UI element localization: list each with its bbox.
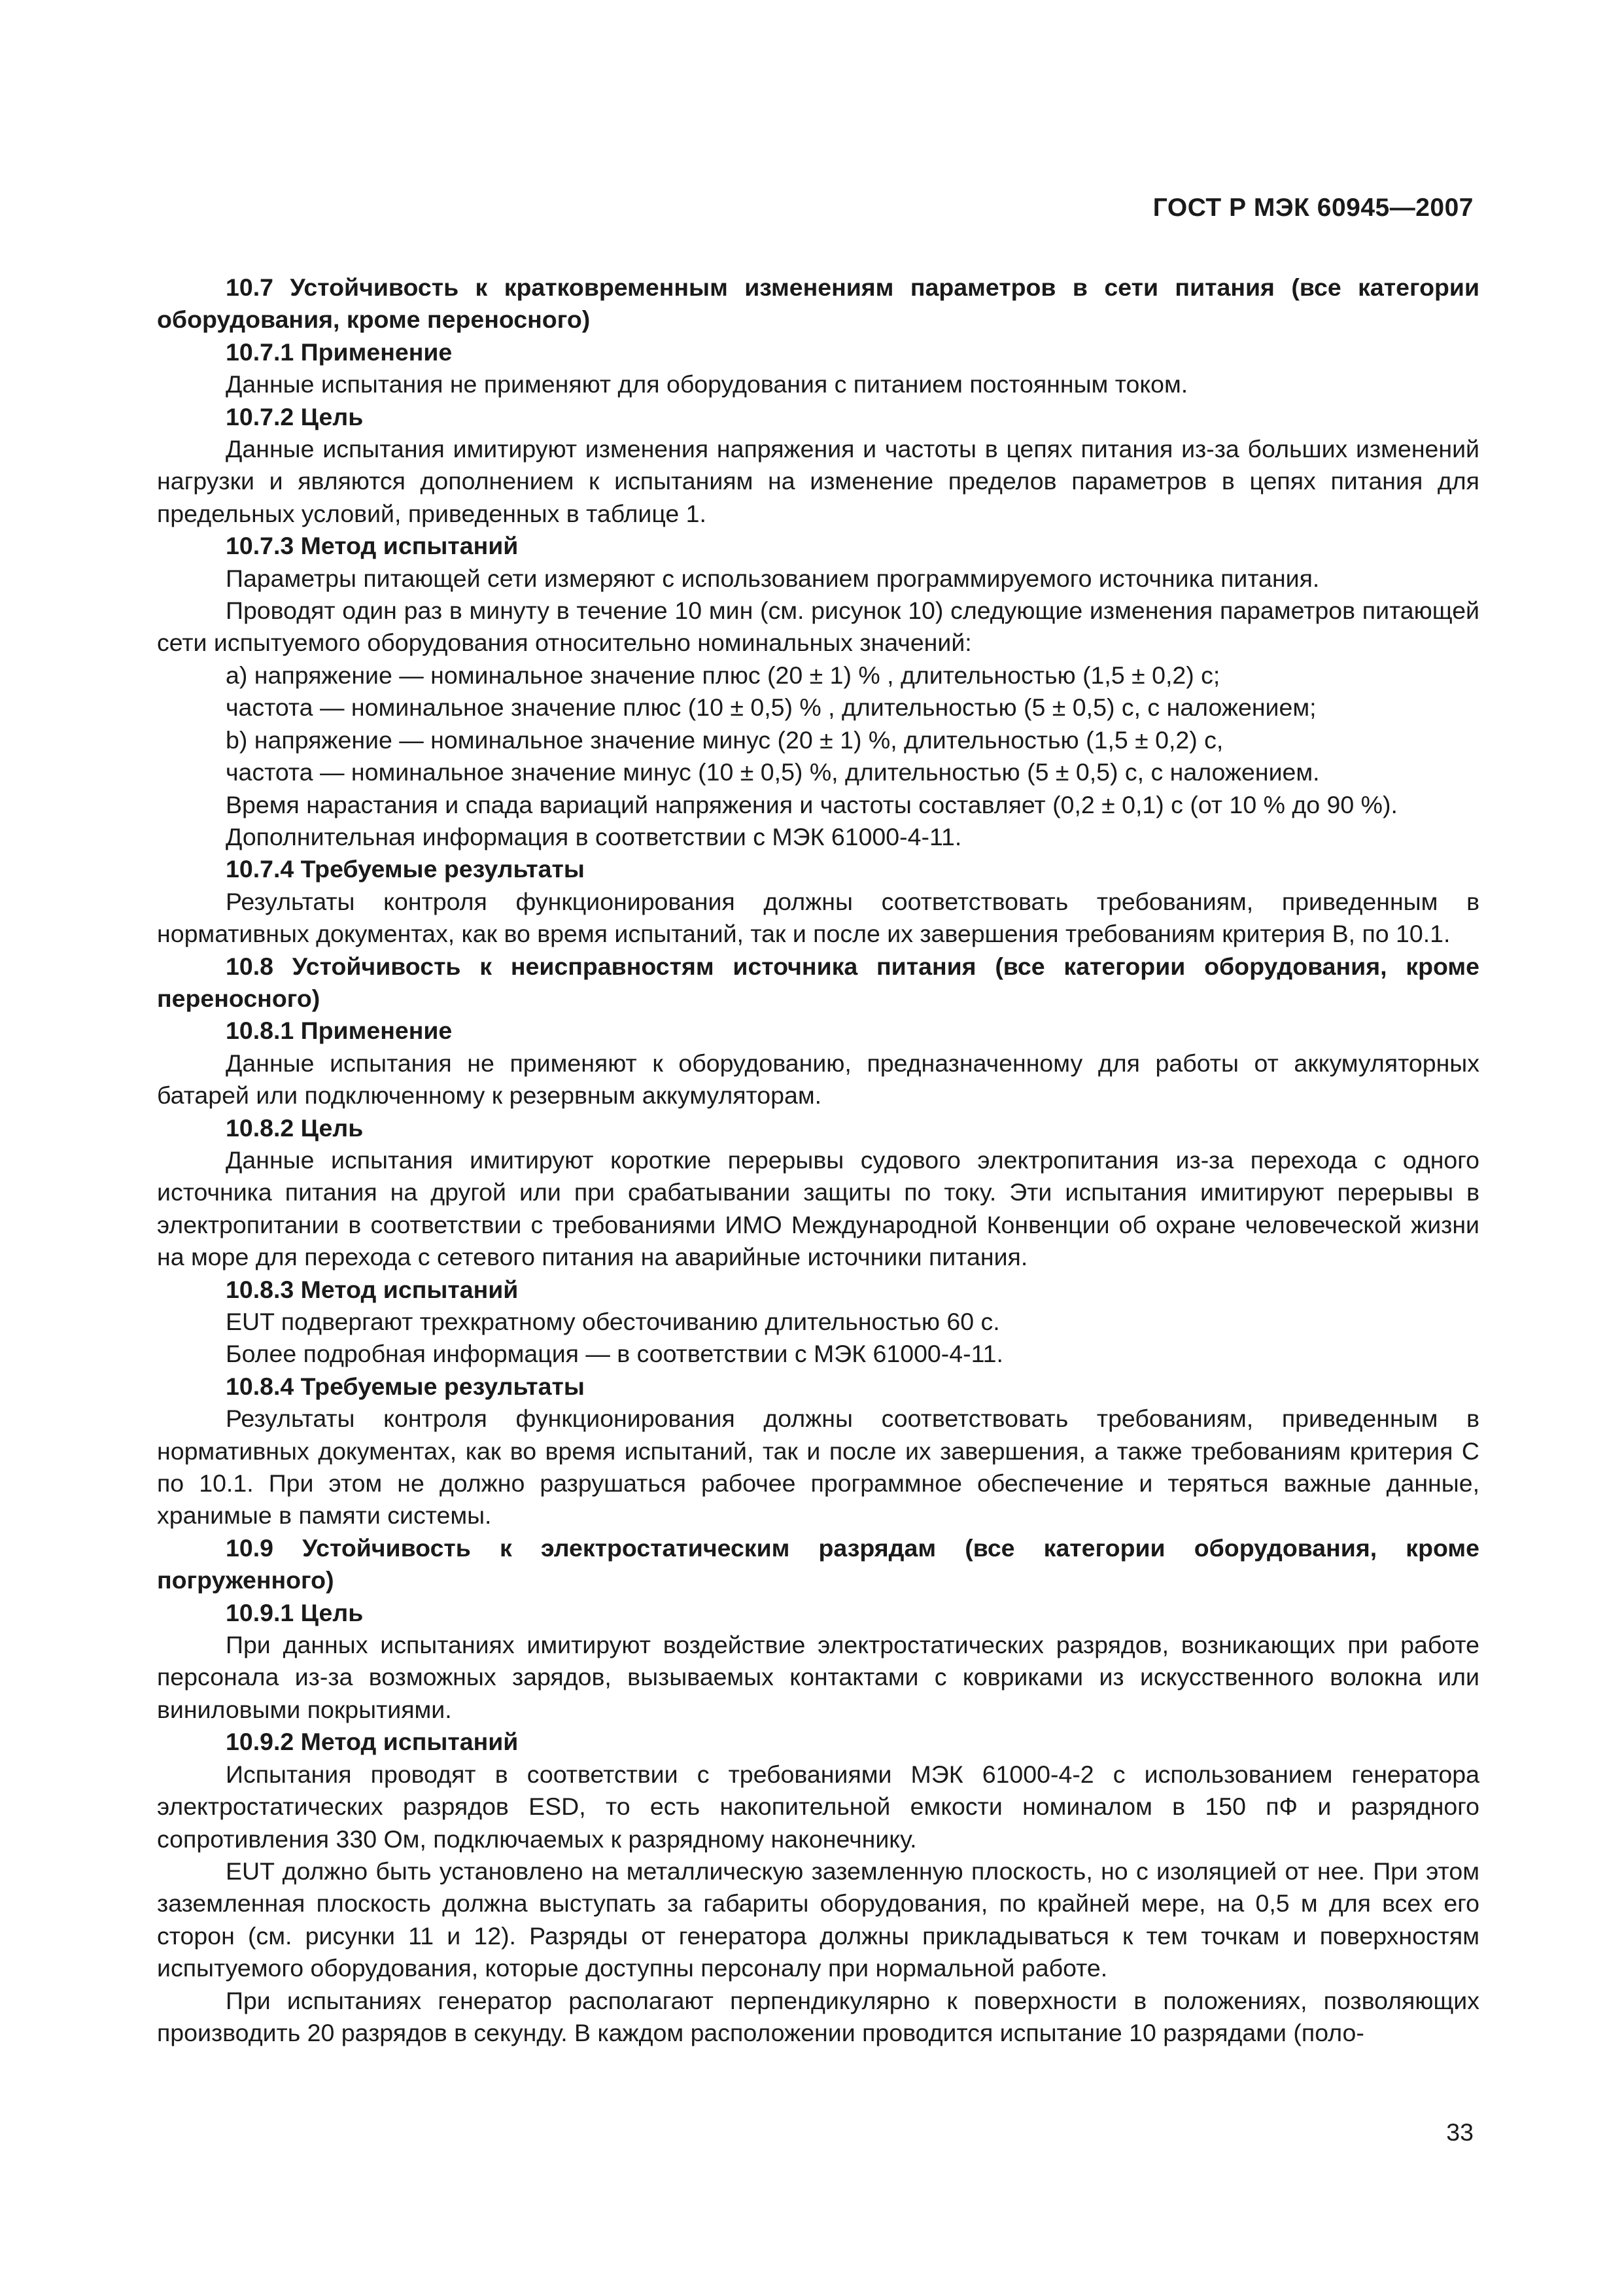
list-item-b-voltage: b) напряжение — номинальное значение минус (20 ± 1) %, длительностью (1,5 ± 0,2) с, xyxy=(226,726,1224,754)
section-heading-10-9-1: 10.9.1 Цель xyxy=(226,1598,364,1626)
section-heading-10-7: 10.7 Устойчивость к кратковременным изменениям параметров в сети питания (все категории оборудования, кроме переносного) xyxy=(157,273,1479,334)
section-heading-10-9-2: 10.9.2 Метод испытаний xyxy=(226,1728,519,1756)
section-heading-10-8-2: 10.8.2 Цель xyxy=(226,1113,364,1142)
body-paragraph: Дополнительная информация в соответствии с МЭК 61000-4-11. xyxy=(226,822,962,850)
body-paragraph: Данные испытания не применяют для оборудования с питанием постоянным током. xyxy=(226,370,1188,398)
section-heading-10-8-1: 10.8.1 Применение xyxy=(226,1017,453,1045)
body-paragraph: Время нарастания и спада вариаций напряжения и частоты составляет (0,2 ± 0,1) с (от 10 % до 90 %). xyxy=(226,790,1398,818)
body-paragraph: Испытания проводят в соответствии с требованиями МЭК 61000-4-2 с использованием генератора электростатических разрядов ESD, то есть накопительной емкости номиналом в 150 пФ и разрядного сопротивления 330 Ом, подключаемых к разрядному наконечнику. xyxy=(157,1760,1479,1853)
section-heading-10-8-3: 10.8.3 Метод испытаний xyxy=(226,1275,519,1303)
body-paragraph: Более подробная информация — в соответствии с МЭК 61000-4-11. xyxy=(226,1340,1003,1368)
list-item-a-frequency: частота — номинальное значение плюс (10 ± 0,5) % , длительностью (5 ± 0,5) с, с наложением; xyxy=(226,693,1317,722)
body-paragraph: При данных испытаниях имитируют воздействие электростатических разрядов, возникающих при работе персонала из-за возможных зарядов, вызываемых контактами с ковриками из искусственного волокна или виниловыми покрытиями. xyxy=(157,1631,1479,1723)
body-paragraph: Результаты контроля функционирования должны соответствовать требованиям, приведенным в нормативных документах, как во время испытаний, так и после их завершения, а также требованиям критерия С по 10.1. При этом не должно разрушаться рабочее программное обеспечение и теряться важные данные, хранимые в памяти системы. xyxy=(157,1405,1479,1530)
body-paragraph: Данные испытания имитируют изменения напряжения и частоты в цепях питания из-за больших изменений нагрузки и являются дополнением к испытаниям на изменение пределов параметров в цепях питания для предельных условий, приведенных в таблице 1. xyxy=(157,435,1479,527)
body-paragraph: При испытаниях генератор располагают перпендикулярно к поверхности в положениях, позволяющих производить 20 разрядов в секунду. В каждом расположении проводится испытание 10 разрядами (поло- xyxy=(157,1986,1479,2046)
document-body xyxy=(157,272,1479,2049)
section-heading-10-8: 10.8 Устойчивость к неисправностям источника питания (все категории оборудования, кроме переносного) xyxy=(157,952,1479,1012)
document-code-header: ГОСТ Р МЭК 60945—2007 xyxy=(1152,194,1474,222)
body-paragraph: Результаты контроля функционирования должны соответствовать требованиям, приведенным в нормативных документах, как во время испытаний, так и после их завершения требованиям критерия В, по 10.1. xyxy=(157,887,1479,948)
body-paragraph: Проводят один раз в минуту в течение 10 мин (см. рисунок 10) следующие изменения параметров питающей сети испытуемого оборудования относительно номинальных значений: xyxy=(157,597,1479,657)
body-paragraph: EUT должно быть установлено на металлическую заземленную плоскость, но с изоляцией от нее. При этом заземленная плоскость должна выступать за габариты оборудования, по крайней мере, на 0,5 м для всех его сторон (см. рисунки 11 и 12). Разряды от генератора должны прикладываться к тем точкам и поверхностям испытуемого оборудования, которые доступны персоналу при нормальной работе. xyxy=(157,1857,1479,1982)
section-heading-10-7-3: 10.7.3 Метод испытаний xyxy=(226,532,519,560)
section-heading-10-9: 10.9 Устойчивость к электростатическим разрядам (все категории оборудования, кроме погруженного) xyxy=(157,1533,1479,1594)
section-heading-10-7-2: 10.7.2 Цель xyxy=(226,402,364,430)
body-paragraph: Данные испытания не применяют к оборудованию, предназначенному для работы от аккумуляторных батарей или подключенному к резервным аккумуляторам. xyxy=(157,1049,1479,1110)
list-item-a-voltage: а) напряжение — номинальное значение плюс (20 ± 1) % , длительностью (1,5 ± 0,2) с; xyxy=(226,661,1220,689)
body-paragraph: Данные испытания имитируют короткие перерывы судового электропитания из-за перехода с одного источника питания на другой или при срабатывании защиты по току. Эти испытания имитируют перерывы в электропитании в соответствии с требованиями ИМО Международной Конвенции об охране человеческой жизни на море для перехода с сетевого питания на аварийные источники питания. xyxy=(157,1146,1479,1271)
page-number: 33 xyxy=(1446,2118,1474,2146)
list-item-b-frequency: частота — номинальное значение минус (10 ± 0,5) %, длительностью (5 ± 0,5) с, с наложением. xyxy=(226,758,1320,786)
section-heading-10-7-4: 10.7.4 Требуемые результаты xyxy=(226,855,585,883)
section-heading-10-7-1: 10.7.1 Применение xyxy=(226,338,453,366)
section-heading-10-8-4: 10.8.4 Требуемые результаты xyxy=(226,1372,585,1400)
body-paragraph: Параметры питающей сети измеряют с использованием программируемого источника питания. xyxy=(226,564,1320,592)
body-paragraph: EUT подвергают трехкратному обесточиванию длительностью 60 с. xyxy=(226,1308,1000,1335)
